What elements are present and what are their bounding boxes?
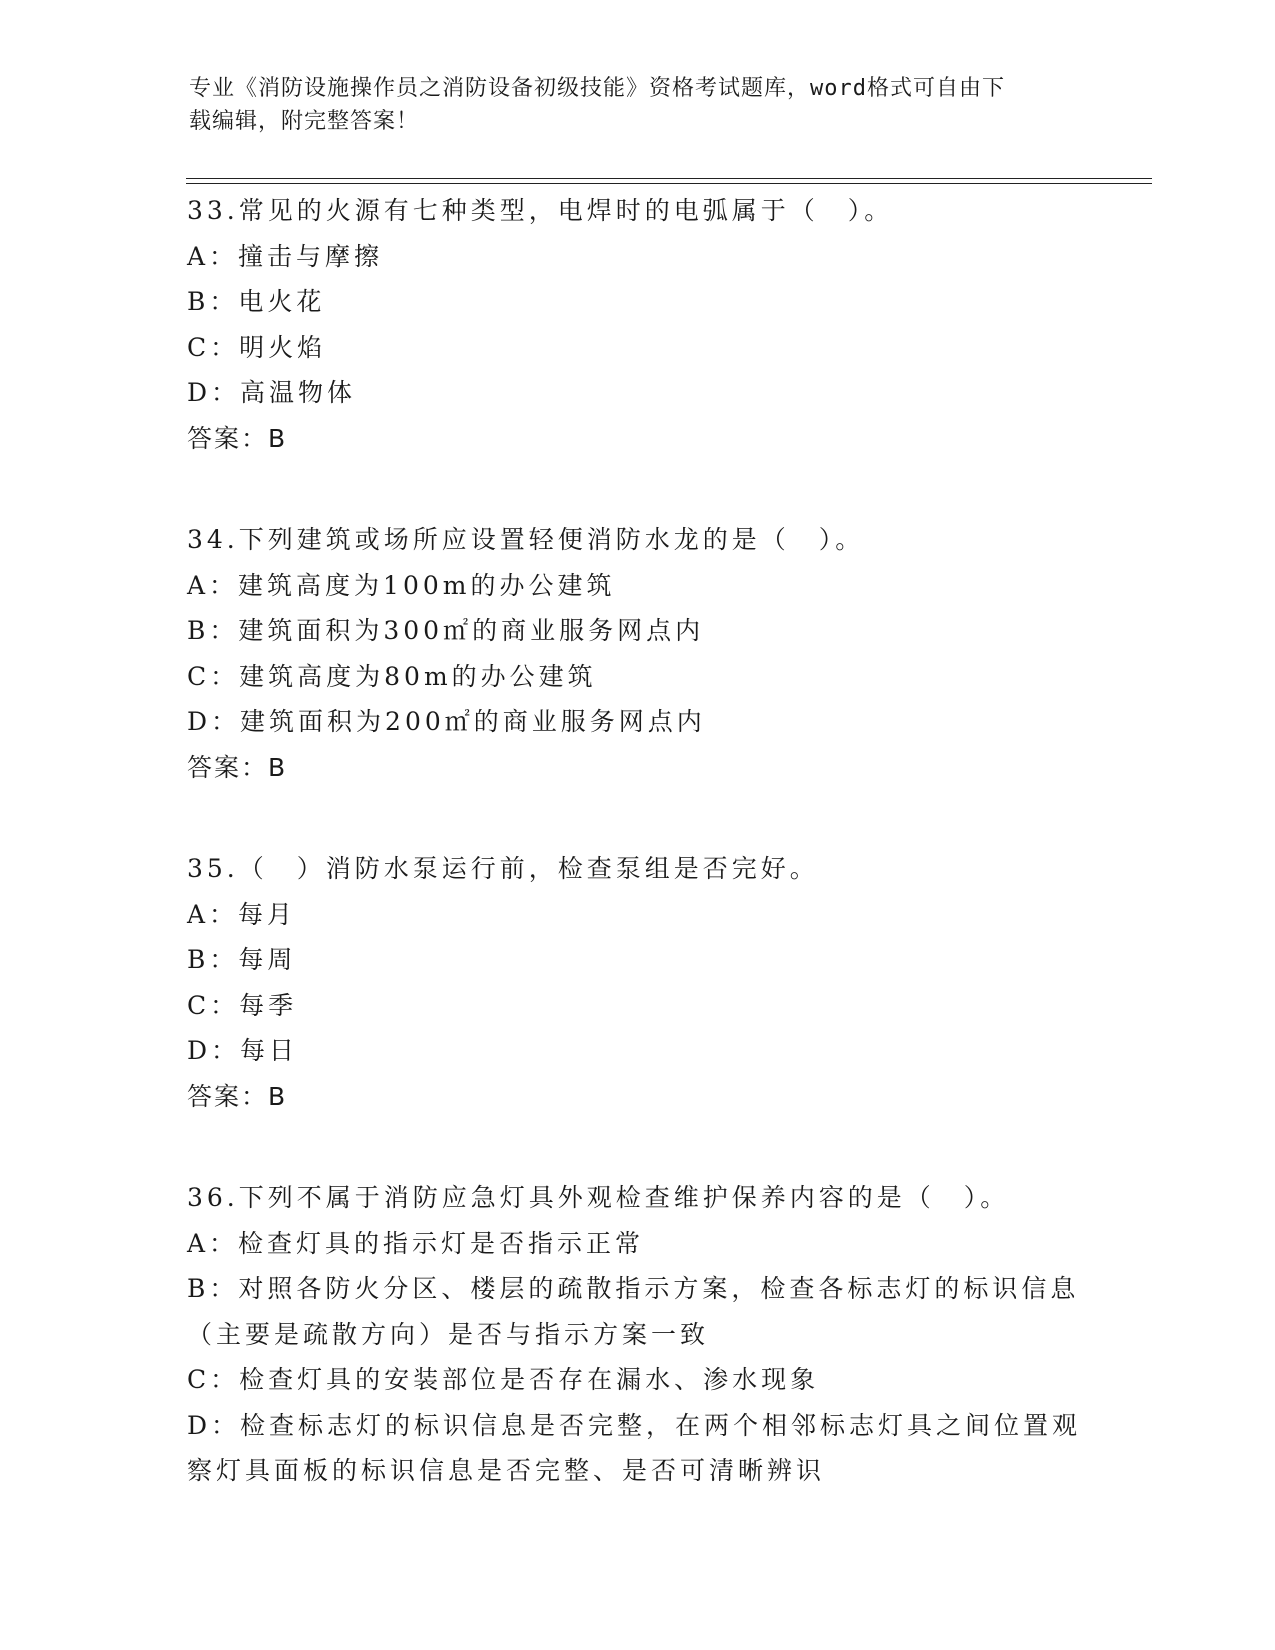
answer-text: 答案：B bbox=[187, 752, 288, 782]
question-stem: 35.（ ）消防水泵运行前，检查泵组是否完好。 bbox=[187, 854, 819, 883]
question-stem: 33.常见的火源有七种类型，电焊时的电弧属于（ ）。 bbox=[187, 196, 894, 225]
header-line-2: 载编辑，附完整答案！ bbox=[189, 109, 420, 134]
question-36 bbox=[187, 1175, 1087, 1494]
document-header bbox=[189, 72, 1089, 138]
option-b: B：建筑面积为300㎡的商业服务网点内 bbox=[187, 616, 705, 645]
option-c: C：每季 bbox=[187, 990, 298, 1020]
answer-text: 答案：B bbox=[187, 423, 288, 453]
header-divider-bottom bbox=[186, 183, 1152, 184]
answer-text: 答案：B bbox=[187, 1081, 288, 1111]
option-d: D：高温物体 bbox=[187, 378, 357, 407]
option-b: B：每周 bbox=[187, 945, 297, 974]
option-a: A：撞击与摩擦 bbox=[187, 241, 384, 271]
question-list bbox=[187, 188, 1087, 1550]
option-c: C：建筑高度为80m的办公建筑 bbox=[187, 661, 597, 691]
question-34 bbox=[187, 517, 1087, 790]
option-d: D：建筑面积为200㎡的商业服务网点内 bbox=[187, 707, 706, 736]
option-a: A：建筑高度为100m的办公建筑 bbox=[187, 570, 616, 600]
header-line-1: 专业《消防设施操作员之消防设备初级技能》资格考试题库，word格式可自由下 bbox=[189, 76, 1005, 101]
option-c: C：明火焰 bbox=[187, 332, 327, 362]
question-stem: 34.下列建筑或场所应设置轻便消防水龙的是（ ）。 bbox=[187, 525, 865, 554]
option-d: D：检查标志灯的标识信息是否完整，在两个相邻标志灯具之间位置观 bbox=[187, 1410, 1082, 1440]
option-b: B：电火花 bbox=[187, 287, 326, 316]
question-stem: 36.下列不属于消防应急灯具外观检查维护保养内容的是（ ）。 bbox=[187, 1183, 1010, 1212]
question-33 bbox=[187, 188, 1087, 461]
option-b: B：对照各防火分区、楼层的疏散指示方案，检查各标志灯的标识信息 bbox=[187, 1274, 1080, 1303]
option-a: A：检查灯具的指示灯是否指示正常 bbox=[187, 1228, 645, 1258]
option-d-continued: 察灯具面板的标识信息是否完整、是否可清晰辨识 bbox=[187, 1456, 826, 1485]
question-35 bbox=[187, 846, 1087, 1119]
option-d: D：每日 bbox=[187, 1036, 299, 1065]
option-a: A：每月 bbox=[187, 899, 297, 929]
option-c: C：检查灯具的安装部位是否存在漏水、渗水现象 bbox=[187, 1365, 820, 1394]
option-b-continued: （主要是疏散方向）是否与指示方案一致 bbox=[187, 1319, 710, 1349]
header-divider-top bbox=[186, 178, 1152, 179]
